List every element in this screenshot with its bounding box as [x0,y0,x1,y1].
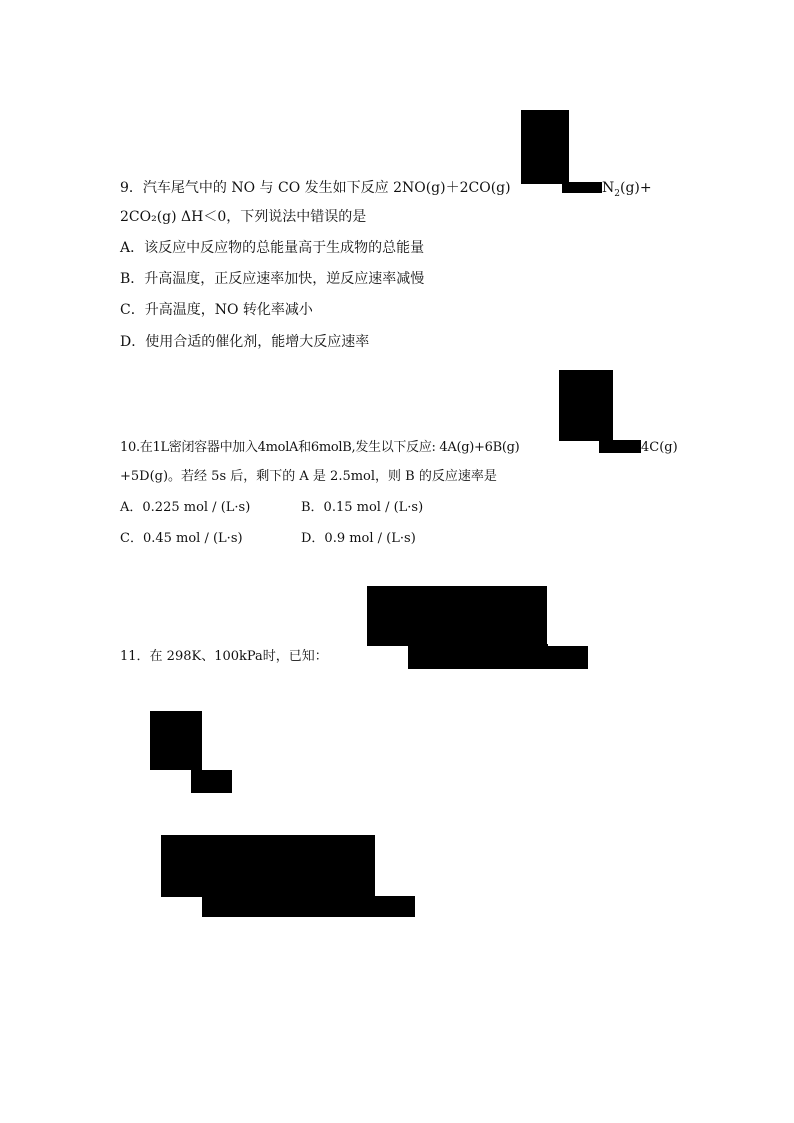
q9-option-a: A．该反应中反应物的总能量高于生成物的总能量 [120,240,425,256]
q9-product-tail: (g)+ [619,180,652,196]
q9-line1 [120,179,511,197]
q9-line1-tail [602,179,652,203]
q9-option-c: C．升高温度，NO 转化率减小 [120,302,313,318]
q9-stem-part1: 9．汽车尾气中的 NO 与 CO 发生如下反应 2NO(g)＋2CO(g) [120,180,511,196]
redaction-block [599,440,641,453]
redaction-block [191,770,232,793]
q10-option-c: C．0.45 mol / (L·s) [120,531,243,546]
redaction-block [150,711,202,770]
q10-option-b: B．0.15 mol / (L·s) [301,500,424,515]
redaction-block [547,646,588,669]
q11-line1: 11．在 298K、100kPa时，已知： [120,649,328,664]
redaction-block [521,110,569,184]
redaction-block [367,586,547,646]
redaction-block [375,896,415,917]
q9-product-n: N [602,180,615,196]
redaction-block [562,182,602,193]
redaction-block [161,835,375,897]
q9-option-d: D．使用合适的催化剂，能增大反应速率 [120,334,370,350]
q9-line2: 2CO₂(g) ΔH＜0，下列说法中错误的是 [120,209,367,225]
redaction-block [559,370,613,441]
q9-option-b: B．升高温度，正反应速率加快，逆反应速率减慢 [120,271,425,287]
q10-line2: +5D(g)。若经 5s 后，剩下的 A 是 2.5mol，则 B 的反应速率是 [120,469,497,484]
q9-product-subscript: 2 [614,188,620,199]
q10-option-d: D．0.9 mol / (L·s) [301,531,416,546]
q10-option-a: A．0.225 mol / (L·s) [120,500,251,515]
redaction-block [202,895,375,917]
q10-line1: 10.在1L密闭容器中加入4molA和6molB,发生以下反应: 4A(g)+6B(g) [120,440,520,455]
q10-line1-tail: 4C(g) [641,440,678,455]
redaction-block [408,644,548,669]
